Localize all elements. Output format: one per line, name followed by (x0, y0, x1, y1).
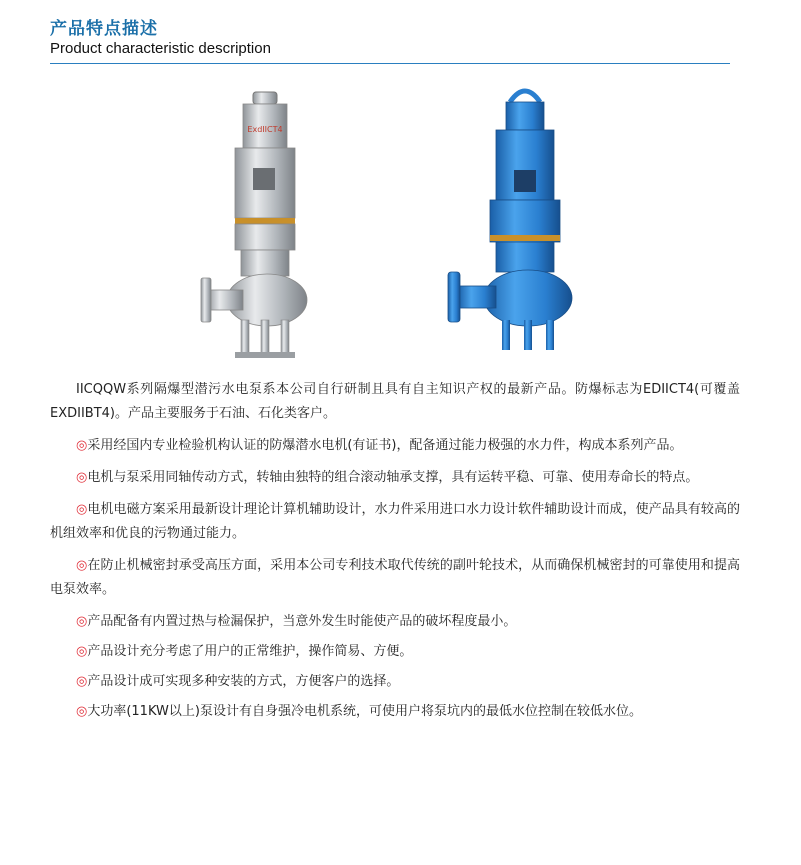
feature-bullet-text: 电机电磁方案采用最新设计理论计算机辅助设计，水力件采用进口水力设计软件辅助设计而成，使产品具有较高的机组效率和优良的污物通过能力。 (50, 502, 740, 541)
feature-bullet (50, 466, 740, 490)
bullet-marker-icon: ◎ (76, 438, 88, 453)
feature-bullet (50, 640, 740, 664)
section-header (50, 14, 730, 57)
feature-bullet (50, 554, 740, 602)
feature-bullet-text: 在防止机械密封承受高压方面，采用本公司专利技术取代传统的副叶轮技术，从而确保机械密封的可靠使用和提高电泵效率。 (50, 558, 740, 597)
description-content (50, 378, 740, 730)
stainless-pump-image (195, 80, 335, 370)
product-images (0, 80, 801, 370)
feature-bullet-text: 产品配备有内置过热与检漏保护，当意外发生时能使产品的破坏程度最小。 (87, 614, 517, 629)
left-pump-label: ExdIICT4 (247, 125, 283, 134)
feature-bullet (50, 498, 740, 546)
header-divider (50, 63, 730, 64)
bullet-marker-icon: ◎ (76, 674, 88, 689)
bullet-marker-icon: ◎ (76, 644, 88, 659)
intro-paragraph: IICQQW系列隔爆型潜污水电泵系本公司自行研制且具有自主知识产权的最新产品。防爆标志为EDIICT4(可覆盖EXDIIBT4)。产品主要服务于石油、石化类客户。 (50, 382, 740, 421)
bullet-marker-icon: ◎ (76, 558, 88, 573)
bullet-marker-icon: ◎ (76, 502, 88, 517)
feature-bullet (50, 700, 740, 724)
feature-bullet (50, 434, 740, 458)
feature-bullet (50, 610, 740, 634)
bullet-marker-icon: ◎ (76, 470, 88, 485)
feature-bullet-text: 产品设计充分考虑了用户的正常维护，操作简易、方便。 (87, 644, 413, 659)
bullet-marker-icon: ◎ (76, 614, 88, 629)
blue-pump-image (440, 80, 590, 370)
feature-bullet-text: 产品设计成可实现多种安装的方式，方便客户的选择。 (87, 674, 400, 689)
section-title-cn: 产品特点描述 (50, 19, 158, 39)
bullet-marker-icon: ◎ (76, 704, 88, 719)
feature-bullet-text: 大功率(11KW以上)泵设计有自身强冷电机系统，可使用户将泵坑内的最低水位控制在较低水位。 (87, 704, 642, 719)
section-title-en: Product characteristic description (50, 40, 271, 57)
feature-bullet-text: 采用经国内专业检验机构认证的防爆潜水电机(有证书)，配备通过能力极强的水力件，构成本系列产品。 (87, 438, 683, 453)
feature-bullet (50, 670, 740, 694)
feature-bullet-text: 电机与泵采用同轴传动方式，转轴由独特的组合滚动轴承支撑，具有运转平稳、可靠、使用寿命长的特点。 (87, 470, 699, 485)
